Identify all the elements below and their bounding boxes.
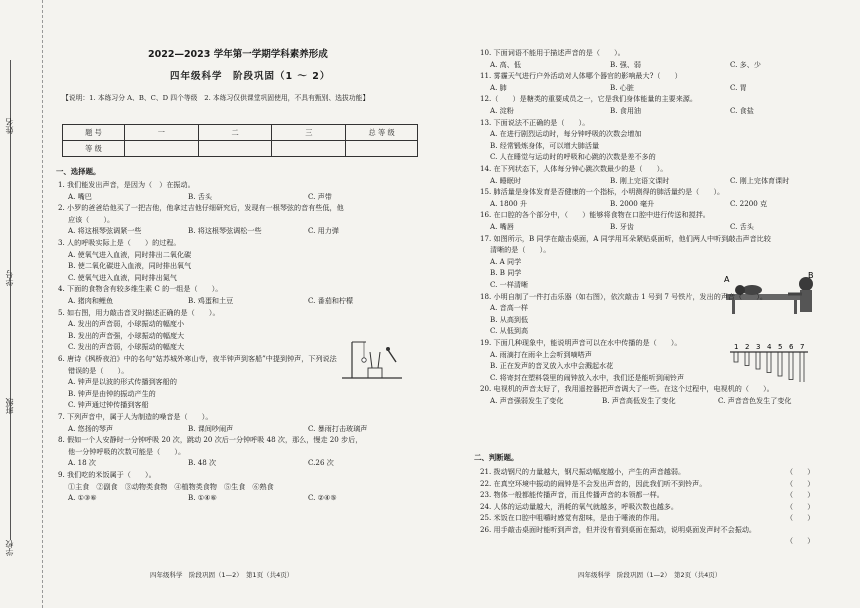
question-stem: 13. 下面说法不正确的是（ ）。 xyxy=(480,117,590,127)
section-judge-title: 二、判断题。 xyxy=(474,453,519,462)
header-note: 【说明：1. 本练习分 A、B、C、D 四个等级 2. 本练习仅供课堂巩固使用，不具有甄别、选拔功能】 xyxy=(62,94,370,102)
answer-option: A. 悠扬的琴声 xyxy=(68,423,114,433)
metal-chime-figure xyxy=(726,340,812,382)
header-line2: 四年级科学 阶段巩固（1 ～ 2） xyxy=(170,71,331,82)
answer-option: A. 睡眠时 xyxy=(490,175,521,185)
answer-option: B. 声音高低发生了变化 xyxy=(602,396,676,405)
grade-input-cell[interactable] xyxy=(272,141,346,157)
question-stem-cont: 应该（ ）。 xyxy=(68,214,115,224)
answer-option: A. 猪肉和鲤鱼 xyxy=(68,296,114,305)
answer-option: C. 钟声通过钟传播到客船 xyxy=(68,400,149,410)
answer-option: B. 钟声是由钟的振动产生的 xyxy=(68,388,156,398)
answer-option: B. 舌头 xyxy=(188,191,212,201)
grade-input-cell[interactable] xyxy=(124,141,198,157)
judgment-statement: 23. 物体一般都能传播声音，而且传播声音的本领都一样。 xyxy=(480,490,664,500)
score-header-cell: 总 等 级 xyxy=(346,125,418,141)
judgment-answer-box[interactable]: （ ） xyxy=(786,467,815,476)
header-line1: 2022—2023 学年第一学期学科素养形成 xyxy=(148,49,328,60)
answer-option: C. 使氧气进入血液，同时排出氮气 xyxy=(68,272,177,282)
class-label: 班级 xyxy=(5,398,14,414)
answer-option: A. 钟声是以波的形式传播到客船的 xyxy=(68,377,177,387)
chime-bar xyxy=(789,352,793,380)
chime-bar xyxy=(756,352,760,369)
question-stem: 16. 在口腔的各个部分中，（ ）能够将食物在口腔中进行传送和搅拌。 xyxy=(480,210,710,220)
answer-option: C. 发出的声音弱，小球振动的幅度大 xyxy=(68,342,185,352)
judgment-statement: 25. 米饭在口腔中咀嚼时感觉有甜味，是由于唾液的作用。 xyxy=(480,513,664,523)
judgment-answer-box[interactable]: （ ） xyxy=(786,478,815,488)
judgment-answer-box[interactable]: （ ） xyxy=(786,501,815,511)
answer-option: A. 使氧气进入血液，同时排出二氧化碳 xyxy=(68,249,192,259)
answer-option: B. 牙齿 xyxy=(610,222,634,231)
school-label: 学校 xyxy=(5,540,14,556)
chime-number: 2 xyxy=(745,343,750,351)
question-stem: 15. 肺活量是身体发育是否健康的一个指标，小明测得的肺活量约是（ ）。 xyxy=(480,187,725,197)
answer-option: B. 课间吵闹声 xyxy=(188,423,234,433)
question-stem-cont: 错误的是（ ）。 xyxy=(68,365,129,375)
binding-margin xyxy=(0,0,43,608)
chime-number: 5 xyxy=(778,343,783,351)
judgment-answer-box[interactable]: （ ） xyxy=(786,490,815,500)
score-header-cell: 一 xyxy=(124,125,198,141)
answer-option: B. 心脏 xyxy=(610,82,634,92)
answer-option: A. 嘴唇 xyxy=(490,222,514,231)
grade-input-cell[interactable] xyxy=(198,141,272,157)
answer-option: C. 声带 xyxy=(308,191,332,201)
question-stem: 17. 如图所示，B 同学在敲击桌面，A 同学用耳朵紧贴桌面听，他们两人中听到敲击声音比较 xyxy=(480,233,771,243)
answer-option: B. 发出的声音强，小球振动的幅度大 xyxy=(68,330,185,340)
question-stem: 2. 小罗的爸爸给他买了一把吉他，他拿过吉他仔细研究后，发现有一根琴弦的音有些低，他 xyxy=(58,203,344,213)
question-stem: 20. 电视机的声音太好了，我用遥控器把声音调大了一些。在这个过程中，电视机的（ ）。 xyxy=(480,384,774,394)
question-stem: 9. 我们吃的米饭属于（ ）。 xyxy=(58,470,156,479)
question-stem: 5. 如右图，用力敲击音叉时描述正确的是（ ）。 xyxy=(58,307,220,317)
answer-option: B. ①④⑥ xyxy=(188,493,217,503)
answer-option: B. 正在发声的音叉放入水中会溅起水花 xyxy=(490,361,614,371)
chime-bar xyxy=(778,352,782,376)
question-stem: 4. 下面的食物含有较多维生素 C 的一组是（ ）。 xyxy=(58,284,223,294)
answer-option: A. 发出的声音弱，小球振动的幅度小 xyxy=(68,319,185,329)
name-label: 姓名 xyxy=(5,118,14,134)
footer-right: 四年级科学 阶段巩固（1—2） 第2页（共4页） xyxy=(578,571,722,579)
answer-option: B. 强、弱 xyxy=(610,59,642,69)
chime-bar xyxy=(800,352,804,382)
answer-option: B. 食用油 xyxy=(610,106,642,115)
answer-option: A. 声音强弱发生了变化 xyxy=(490,396,564,405)
judgment-statement: 26. 用手敲击桌面时能听到声音，但并没有看到桌面在振动，说明桌面发声时不会振动。 xyxy=(480,525,757,534)
question-stem: 6. 唐诗《枫桥夜泊》中的名句“姑苏城外寒山寺，夜半钟声到客船”中提到钟声，下列说法 xyxy=(58,354,337,363)
answer-option: C. 2200 克 xyxy=(730,198,768,208)
chime-number: 3 xyxy=(756,343,761,351)
score-header-cell: 三 xyxy=(272,125,346,141)
answer-option: C. ②④⑤ xyxy=(308,493,337,503)
answer-option: A. 1800 升 xyxy=(490,198,528,208)
footer-left: 四年级科学 阶段巩固（1—2） 第1页（共4页） xyxy=(150,571,294,579)
answer-option: A. 淀粉 xyxy=(490,106,514,115)
answer-option: C. 一样清晰 xyxy=(490,280,529,289)
answer-option: C. 胃 xyxy=(730,82,747,92)
answer-option: C. 暴雨打击玻璃声 xyxy=(308,423,368,433)
answer-option: B. 鸡蛋和土豆 xyxy=(188,296,234,305)
figure-label-a: A xyxy=(724,275,730,284)
chime-number: 6 xyxy=(789,343,794,351)
judgment-statement: 24. 人体的运动量越大，消耗的氧气就越多，呼吸次数也越多。 xyxy=(480,501,678,511)
answer-option: C. 将寄封在塑料袋里的闹钟放入水中，我们还是能听到闹铃声 xyxy=(490,372,685,382)
answer-option: A. 将这根琴弦调紧一些 xyxy=(68,226,142,236)
answer-option: C. 多、少 xyxy=(730,59,761,69)
score-header-cell: 二 xyxy=(198,125,272,141)
question-stem: 18. 小明自制了一件打击乐器（如右图），依次敲击 1 号到 7 号铁片，发出的声音（ ）。 xyxy=(480,291,767,301)
judgment-statement: 22. 在真空环境中振动的闹钟是不会发出声音的，因此我们听不到铃声。 xyxy=(480,478,707,488)
section-choice-title: 一、选择题。 xyxy=(56,167,101,176)
question-stem-cont: 他一分钟呼吸的次数可能是（ ）。 xyxy=(68,446,186,456)
figure-label-b: B xyxy=(808,272,814,280)
answer-option: A. 音高一样 xyxy=(490,303,529,313)
question-stem: 3. 人的呼吸实际上是（ ）的过程。 xyxy=(58,238,181,247)
answer-option: A. A 同学 xyxy=(490,256,522,266)
judgment-answer-box[interactable]: （ ） xyxy=(786,513,815,523)
question-stem: 7. 下列声音中，属于人为制造的噪音是（ ）。 xyxy=(58,412,213,421)
answer-option: C. 刚上完体育课时 xyxy=(730,175,790,185)
chime-bar xyxy=(734,352,738,362)
answer-option: C.26 次 xyxy=(308,458,334,468)
answer-option: C. 声音音色发生了变化 xyxy=(718,396,792,405)
question-stem-cont: ①主食 ②副食 ③动物类食物 ④植物类食物 ⑤生食 ⑥熟食 xyxy=(68,481,274,491)
answer-option: A. 在进行剧烈运动时，每分钟呼吸的次数会增加 xyxy=(490,129,642,139)
judgment-statement: 21. 拨动钢尺的力量越大，钢尺振动幅度越小，产生的声音越弱。 xyxy=(480,467,686,476)
chime-bar xyxy=(745,352,749,366)
answer-option: C. 食盐 xyxy=(730,106,754,115)
answer-option: C. 番茄和柠檬 xyxy=(308,296,354,305)
chime-number: 7 xyxy=(800,343,805,351)
score-table-grade-row xyxy=(63,141,418,157)
chime-bar xyxy=(767,352,771,373)
score-header-cell: 题 号 xyxy=(63,125,125,141)
question-stem: 14. 在下列状态下，人体每分钟心跳次数最少的是（ ）。 xyxy=(480,164,668,173)
chime-number: 4 xyxy=(767,343,772,351)
answer-option: B. 48 次 xyxy=(188,458,217,468)
score-table xyxy=(62,124,418,157)
answer-option: A. 雨滴打在雨伞上会听到嘀嗒声 xyxy=(490,349,592,359)
answer-option: A. ①③⑥ xyxy=(68,493,97,503)
answer-option: C. 人在睡觉与运动时的呼吸和心跳的次数是差不多的 xyxy=(490,152,656,162)
grade-input-cell[interactable] xyxy=(346,141,418,157)
judgment-answer-box[interactable]: （ ） xyxy=(786,536,815,545)
answer-option: B. 刚上完语文课时 xyxy=(610,175,670,185)
student-id-label: 学号 xyxy=(5,270,14,286)
answer-option: A. 肺 xyxy=(490,82,507,92)
question-stem: 1. 我们能发出声音，是因为（ ）在振动。 xyxy=(58,180,195,189)
answer-option: A. 18 次 xyxy=(68,458,97,468)
score-table-header-row xyxy=(63,125,418,141)
answer-option: B. 将这根琴弦调松一些 xyxy=(188,226,262,236)
answer-option: A. 高、低 xyxy=(490,59,521,69)
question-stem: 11. 雾霾天气进行户外活动对人体哪个器官的影响最大?（ ） xyxy=(480,71,682,81)
answer-option: C. 舌头 xyxy=(730,222,754,231)
answer-option: C. 用力弹 xyxy=(308,226,339,236)
question-stem: 19. 下面几种现象中，能说明声音可以在水中传播的是（ ）。 xyxy=(480,338,682,347)
answer-option: B. 2000 毫升 xyxy=(610,198,655,208)
answer-option: B. 经常锻炼身体，可以增大肺活量 xyxy=(490,140,600,150)
question-stem: 12.（ ）是糖类的重要成员之一，它是我们身体能量的主要来源。 xyxy=(480,94,697,104)
answer-option: B. B 同学 xyxy=(490,268,522,278)
answer-option: B. 从高到低 xyxy=(490,314,529,324)
answer-option: B. 使二氧化碳进入血液，同时排出氧气 xyxy=(68,261,192,271)
chime-number: 1 xyxy=(734,343,739,351)
answer-option: A. 嘴巴 xyxy=(68,191,92,201)
question-stem: 10. 下面词语不能用于描述声音的是（ ）。 xyxy=(480,48,625,57)
tuning-fork-figure xyxy=(332,338,410,380)
grade-label-cell: 等 级 xyxy=(63,141,125,157)
question-stem-cont: 清晰的是（ ）。 xyxy=(490,245,551,255)
question-stem: 8. 假如一个人安静时一分钟呼吸 20 次，跳动 20 次后一分钟呼吸 48 次，那么，慢走 20 步后， xyxy=(58,435,363,445)
answer-option: C. 从低到高 xyxy=(490,326,529,336)
